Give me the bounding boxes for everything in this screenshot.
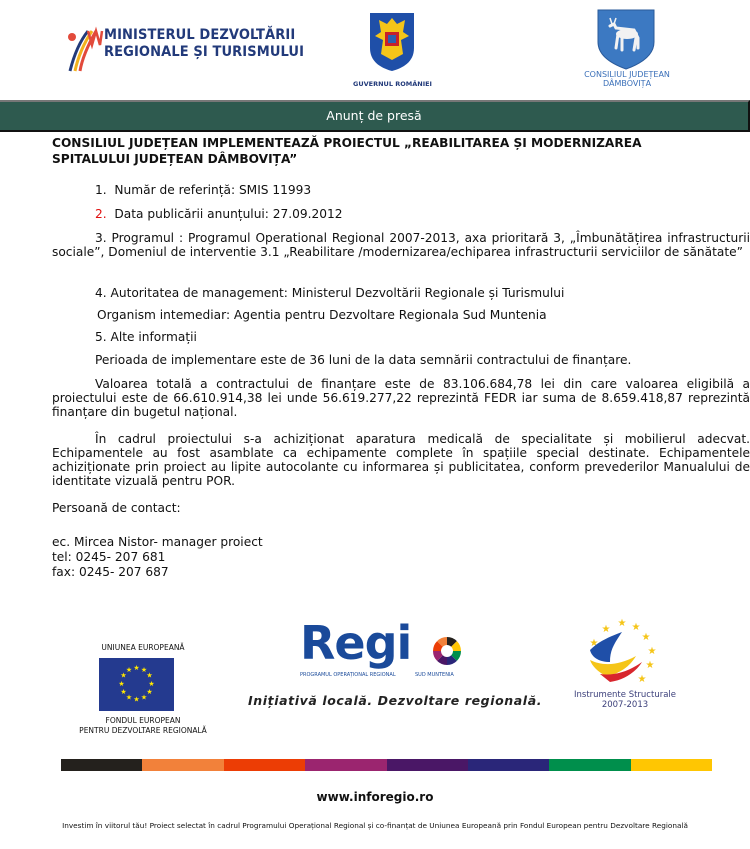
instrumente-structurale-label-line2: 2007-2013 bbox=[601, 700, 649, 710]
svg-text:★: ★ bbox=[601, 624, 611, 635]
color-stripe-segment bbox=[549, 759, 630, 771]
item-reference-number bbox=[95, 183, 695, 197]
eu-stars-icon bbox=[99, 658, 174, 711]
svg-text:★: ★ bbox=[140, 666, 148, 674]
svg-text:★: ★ bbox=[125, 693, 133, 702]
color-stripe-segment bbox=[61, 759, 142, 771]
svg-text:★: ★ bbox=[589, 638, 599, 649]
regio-slogan: Inițiativă locală. Dezvoltare regională. bbox=[248, 693, 543, 708]
document-title: CONSILIUL JUDEȚEAN IMPLEMENTEAZĂ PROIECTUL „REABILITAREA ȘI MODERNIZAREA SPITALULUI JUDEȚEAN DÂMBOVIȚA” bbox=[52, 136, 642, 166]
contact-heading: Persoană de contact: bbox=[52, 501, 181, 515]
equipment-paragraph: În cadrul proiectului s-a achiziționat aparatura medicală de specialitate și mobilierul adecvat. Echipamentele au fost asamblate ca echipamente complete în spațiile special destinate. Echipamentele achiziționate prin proiect au lipite autocolante cu informarea și publicitatea, conform prevederilor Manualului de identitate vizuală pentru POR. bbox=[52, 432, 750, 488]
color-stripe-segment bbox=[468, 759, 549, 771]
svg-text:★: ★ bbox=[146, 688, 153, 696]
svg-text:★: ★ bbox=[120, 671, 127, 680]
dambovita-deer-shield-icon bbox=[596, 8, 656, 70]
color-stripe-bar bbox=[61, 759, 712, 771]
funding-disclaimer: Investim în viitorul tău! Proiect selectat în cadrul Programului Operațional Regional și co-finanțat de Uniunea Europeană prin Fondul European pentru Dezvoltare Regională bbox=[62, 821, 688, 830]
svg-text:★: ★ bbox=[617, 618, 627, 629]
item-publication-date bbox=[95, 207, 695, 221]
erdf-label-line2: PENTRU DEZVOLTARE REGIONALĂ bbox=[79, 726, 207, 735]
item-management-authority: 4. Autoritatea de management: Ministerul Dezvoltării Regionale și Turismului bbox=[95, 286, 565, 300]
ministry-logo bbox=[66, 25, 305, 75]
svg-text:★: ★ bbox=[631, 622, 641, 633]
svg-text:★: ★ bbox=[641, 632, 651, 643]
item-number: 1. bbox=[95, 183, 107, 197]
romania-coat-of-arms-icon bbox=[367, 10, 417, 72]
item-intermediary-body: Organism intemediar: Agentia pentru Dezvoltare Regionala Sud Muntenia bbox=[97, 308, 547, 322]
color-stripe-segment bbox=[142, 759, 223, 771]
contract-value: Valoarea totală a contractului de finanțare este de 83.106.684,78 lei din care valoarea eligibilă a proiectului este de 66.610.914,38 lei unde 56.619.277,22 reprezintă FEDR iar suma de 8.659.418,87 reprezintă finanțare din bugetul național. bbox=[52, 377, 750, 419]
government-label: GUVERNUL ROMÂNIEI bbox=[353, 80, 432, 88]
svg-text:★: ★ bbox=[120, 688, 127, 696]
government-logo bbox=[367, 10, 417, 72]
svg-text:★: ★ bbox=[146, 671, 153, 680]
color-stripe-segment bbox=[305, 759, 386, 771]
regio-color-wheel-icon bbox=[432, 636, 462, 666]
regio-logo-text: Regi bbox=[300, 616, 412, 670]
county-council-label-line1: CONSILIUL JUDEȚEAN bbox=[584, 70, 670, 79]
erdf-label bbox=[68, 716, 218, 736]
county-council-label bbox=[572, 70, 682, 88]
svg-text:★: ★ bbox=[645, 660, 655, 671]
svg-text:★: ★ bbox=[133, 695, 140, 704]
svg-text:★: ★ bbox=[140, 693, 148, 702]
regio-program-label: PROGRAMUL OPERAȚIONAL REGIONAL bbox=[300, 672, 396, 678]
eu-flag-icon bbox=[99, 658, 174, 711]
implementation-period: Perioada de implementare este de 36 luni de la data semnării contractului de finanțare. bbox=[95, 353, 632, 367]
county-council-label-line2: DÂMBOVIȚA bbox=[602, 79, 652, 88]
ministry-name-line2: REGIONALE ȘI TURISMULUI bbox=[104, 44, 305, 60]
website-link[interactable]: www.inforegio.ro bbox=[316, 790, 434, 804]
svg-text:★: ★ bbox=[148, 680, 155, 688]
svg-text:★: ★ bbox=[125, 666, 133, 674]
item-other-info: 5. Alte informații bbox=[95, 330, 197, 344]
item-program: 3. Programul : Programul Operational Regional 2007-2013, axa prioritară 3, „Îmbunătățirea infrastructurii sociale”, Domeniul de interventie 3.1 „Reabilitare /modernizarea/echiparea infrastructurii serviciilor de sănătate” bbox=[52, 231, 750, 259]
instrumente-structurale-label bbox=[565, 690, 685, 710]
svg-text:★: ★ bbox=[118, 680, 125, 688]
color-stripe-segment bbox=[387, 759, 468, 771]
eu-label: UNIUNEA EUROPEANĂ bbox=[101, 643, 185, 652]
instrumente-structurale-label-line1: Instrumente Structurale bbox=[574, 690, 676, 700]
contact-phone: tel: 0245- 207 681 bbox=[52, 550, 166, 564]
ministry-name-line1: MINISTERUL DEZVOLTĂRII bbox=[104, 27, 296, 43]
svg-text:★: ★ bbox=[133, 664, 140, 672]
county-council-logo bbox=[596, 8, 656, 70]
contact-fax: fax: 0245- 207 687 bbox=[52, 565, 169, 579]
color-stripe-segment bbox=[224, 759, 305, 771]
item-text: Data publicării anunțului: 27.09.2012 bbox=[114, 207, 343, 221]
press-release-banner bbox=[0, 100, 750, 132]
erdf-label-line1: FONDUL EUROPEAN bbox=[105, 716, 181, 725]
banner-title: Anunț de presă bbox=[326, 108, 422, 123]
svg-text:★: ★ bbox=[647, 646, 657, 657]
svg-text:★: ★ bbox=[637, 674, 647, 685]
item-number: 2. bbox=[95, 207, 107, 221]
color-stripe-segment bbox=[631, 759, 712, 771]
mdrt-logo-icon bbox=[66, 25, 106, 73]
item-text: Număr de referință: SMIS 11993 bbox=[114, 183, 312, 197]
regio-region-label: SUD MUNTENIA bbox=[415, 672, 454, 678]
instrumente-structurale-icon bbox=[580, 610, 670, 690]
contact-name: ec. Mircea Nistor- manager proiect bbox=[52, 535, 263, 549]
